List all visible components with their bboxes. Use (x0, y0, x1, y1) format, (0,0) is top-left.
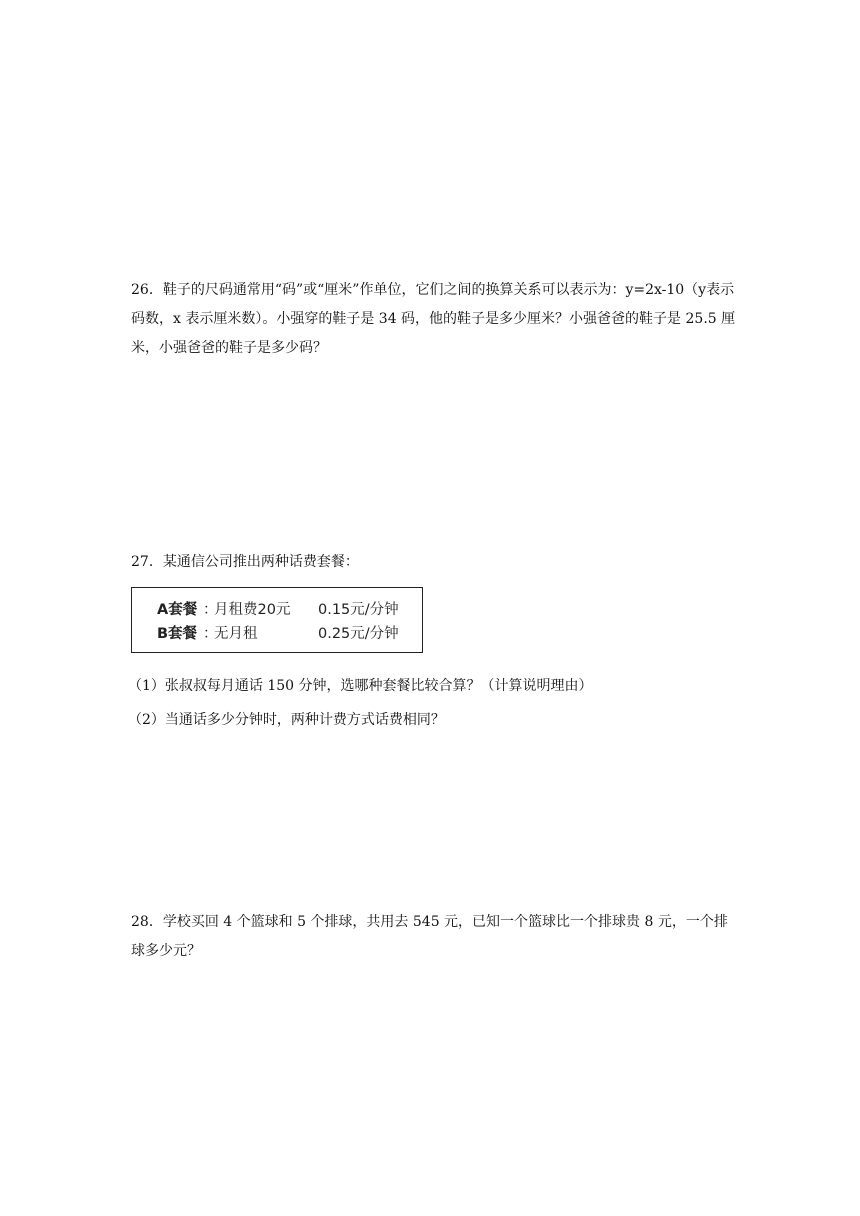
question-28: 28．学校买回 4 个篮球和 5 个排球，共用去 545 元，已知一个篮球比一个排球贵 8 元，一个排球多少元？ (131, 914, 728, 959)
plan-a-monthly-fee: 月租费20元 (214, 602, 291, 618)
plan-b-name: B套餐 (157, 626, 198, 642)
question-27-part-2: （2）当通话多少分钟时，两种计费方式话费相同？ (128, 712, 445, 728)
plan-b-row (157, 623, 422, 645)
fee-plan-table (131, 587, 423, 653)
question-27-part-1: （1）张叔叔每月通话 150 分钟，选哪种套餐比较合算？（计算说明理由） (128, 678, 593, 694)
question-26: 26．鞋子的尺码通常用“码”或“厘米”作单位，它们之间的换算关系可以表示为：y=2x-10（y表示码数，x 表示厘米数）。小强穿的鞋子是 34 码，他的鞋子是多少厘米？小强爸爸的鞋子是 25.5 厘米，小强爸爸的鞋子是多少码？ (131, 282, 736, 356)
plan-b-monthly-fee: 无月租 (214, 626, 258, 642)
plan-a-name: A套餐 (157, 602, 198, 618)
plan-a-separator: ： (203, 602, 218, 618)
plan-a-rate: 0.15元/分钟 (318, 602, 399, 618)
question-27: 27．某通信公司推出两种话费套餐： (131, 554, 359, 570)
plan-a-row (157, 599, 422, 621)
plan-b-separator: ： (203, 626, 218, 642)
plan-b-rate: 0.25元/分钟 (318, 626, 399, 642)
